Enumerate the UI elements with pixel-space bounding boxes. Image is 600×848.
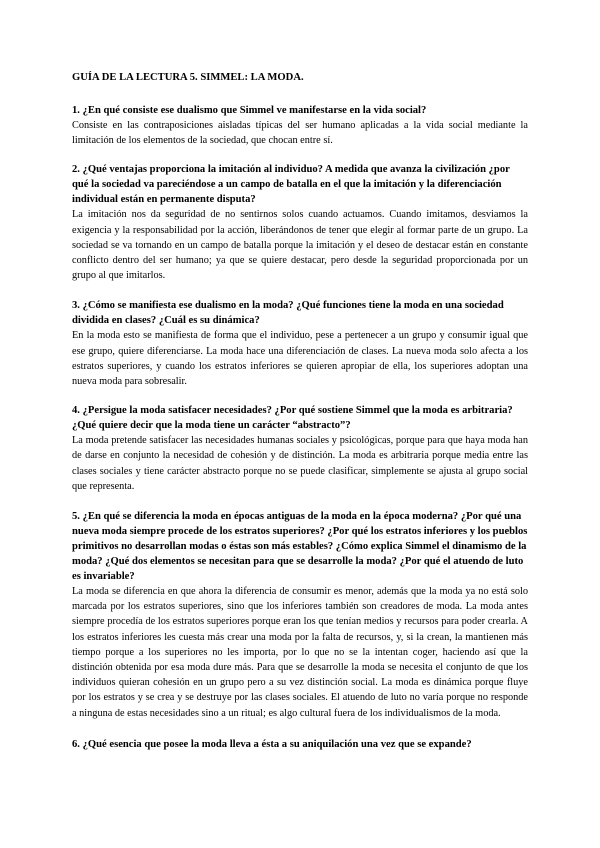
question-2: 2. ¿Qué ventajas proporciona la imitación al individuo? A medida que avanza la civilización ¿por qué la sociedad va pareciéndose a un campo de batalla en el que la imitación y la diferenciación individual están en permanente disputa? xyxy=(72,164,510,206)
answer-1: Consiste en las contraposiciones aisladas típicas del ser humano aplicadas a la vida social mediante la limitación de los elementos de la sociedad, que chocan entre sí. xyxy=(72,120,528,147)
question-block-6 xyxy=(72,737,528,752)
question-block-2 xyxy=(72,162,528,283)
answer-5: La moda se diferencia en que ahora la diferencia de consumir es menor, además que la moda ya no está solo marcada por los estratos superiores, sino que los inferiores también son creadores de moda. La moda antes siempre procedía de los estratos superiores porque eran los que tenían medios y recursos para poder crearla. A los estratos inferiores les cuesta más crear una moda por la falta de recursos, y, si la crean, la mantienen más tiempo porque a los superiores no les importa, por lo que no se la intentan coger, haciendo así que la distinción obtenida por esa moda dure más. Para que se desarrolle la moda se necesita el conjunto de que los individuos quieran cohesión en un grupo pero a su vez distinción social. La moda es dinámica porque fluye por los estratos y se crea y se destruye por las clases sociales. El atuendo de luto no varía porque no responde a ninguna de estas necesidades sino a un ritual; es algo cultural fuera de los individualismos de la moda. xyxy=(72,586,528,719)
question-block-5 xyxy=(72,509,528,721)
question-block-1 xyxy=(72,103,528,148)
document-page xyxy=(72,70,528,766)
question-3: 3. ¿Cómo se manifiesta ese dualismo en la moda? ¿Qué funciones tiene la moda en una sociedad dividida en clases? ¿Cuál es su dinámica? xyxy=(72,300,504,327)
question-6: 6. ¿Qué esencia que posee la moda lleva a ésta a su aniquilación una vez que se expande? xyxy=(72,738,472,750)
question-block-4 xyxy=(72,403,528,494)
answer-4: La moda pretende satisfacer las necesidades humanas sociales y psicológicas, porque para que haya moda han de darse en conjunto la necesidad de cohesión y de distinción. La moda es arbitraria porque media entre las clases sociales y tiene carácter abstracto porque no se puede clasificar, simplemente se ajusta al grupo social que representa. xyxy=(72,435,528,492)
answer-2: La imitación nos da seguridad de no sentirnos solos cuando actuamos. Cuando imitamos, desviamos la exigencia y la responsabilidad por la acción, liberándonos de tener que elegir al formar parte de un grupo. La sociedad se va tornando en un campo de batalla porque la imitación y el deseo de destacar están en constante conflicto dentro del ser humano; ya que se quiere destacar, pero desde la seguridad proporcionada por un grupo al que imitarlos. xyxy=(72,209,528,282)
question-block-3 xyxy=(72,298,528,389)
question-4: 4. ¿Persigue la moda satisfacer necesidades? ¿Por qué sostiene Simmel que la moda es arbitraria? ¿Qué quiere decir que la moda tiene un carácter “abstracto”? xyxy=(72,405,513,432)
answer-3: En la moda esto se manifiesta de forma que el individuo, pese a pertenecer a un grupo y consumir igual que ese grupo, quiere diferenciarse. La moda hace una diferenciación de clases. La nueva moda solo afecta a los estratos superiores, y cuando los estratos inferiores se quieren apropiar de ella, los superiores adoptan una nueva moda para sobresalir. xyxy=(72,330,528,388)
question-1: 1. ¿En qué consiste ese dualismo que Simmel ve manifestarse en la vida social? xyxy=(72,105,427,116)
question-5: 5. ¿En qué se diferencia la moda en épocas antiguas de la moda en la época moderna? ¿Por qué una nueva moda siempre procede de los estratos superiores? ¿Por qué los estratos inferiores y los pueblos primitivos no desarrollan modas o éstas son más estables? ¿Cómo explica Simmel el dinamismo de la moda? ¿Qué dos elementos se necesitan para que se desarrolle la moda? ¿Por qué el atuendo de luto es invariable? xyxy=(72,511,528,583)
document-title: GUÍA DE LA LECTURA 5. SIMMEL: LA MODA. xyxy=(72,72,304,83)
